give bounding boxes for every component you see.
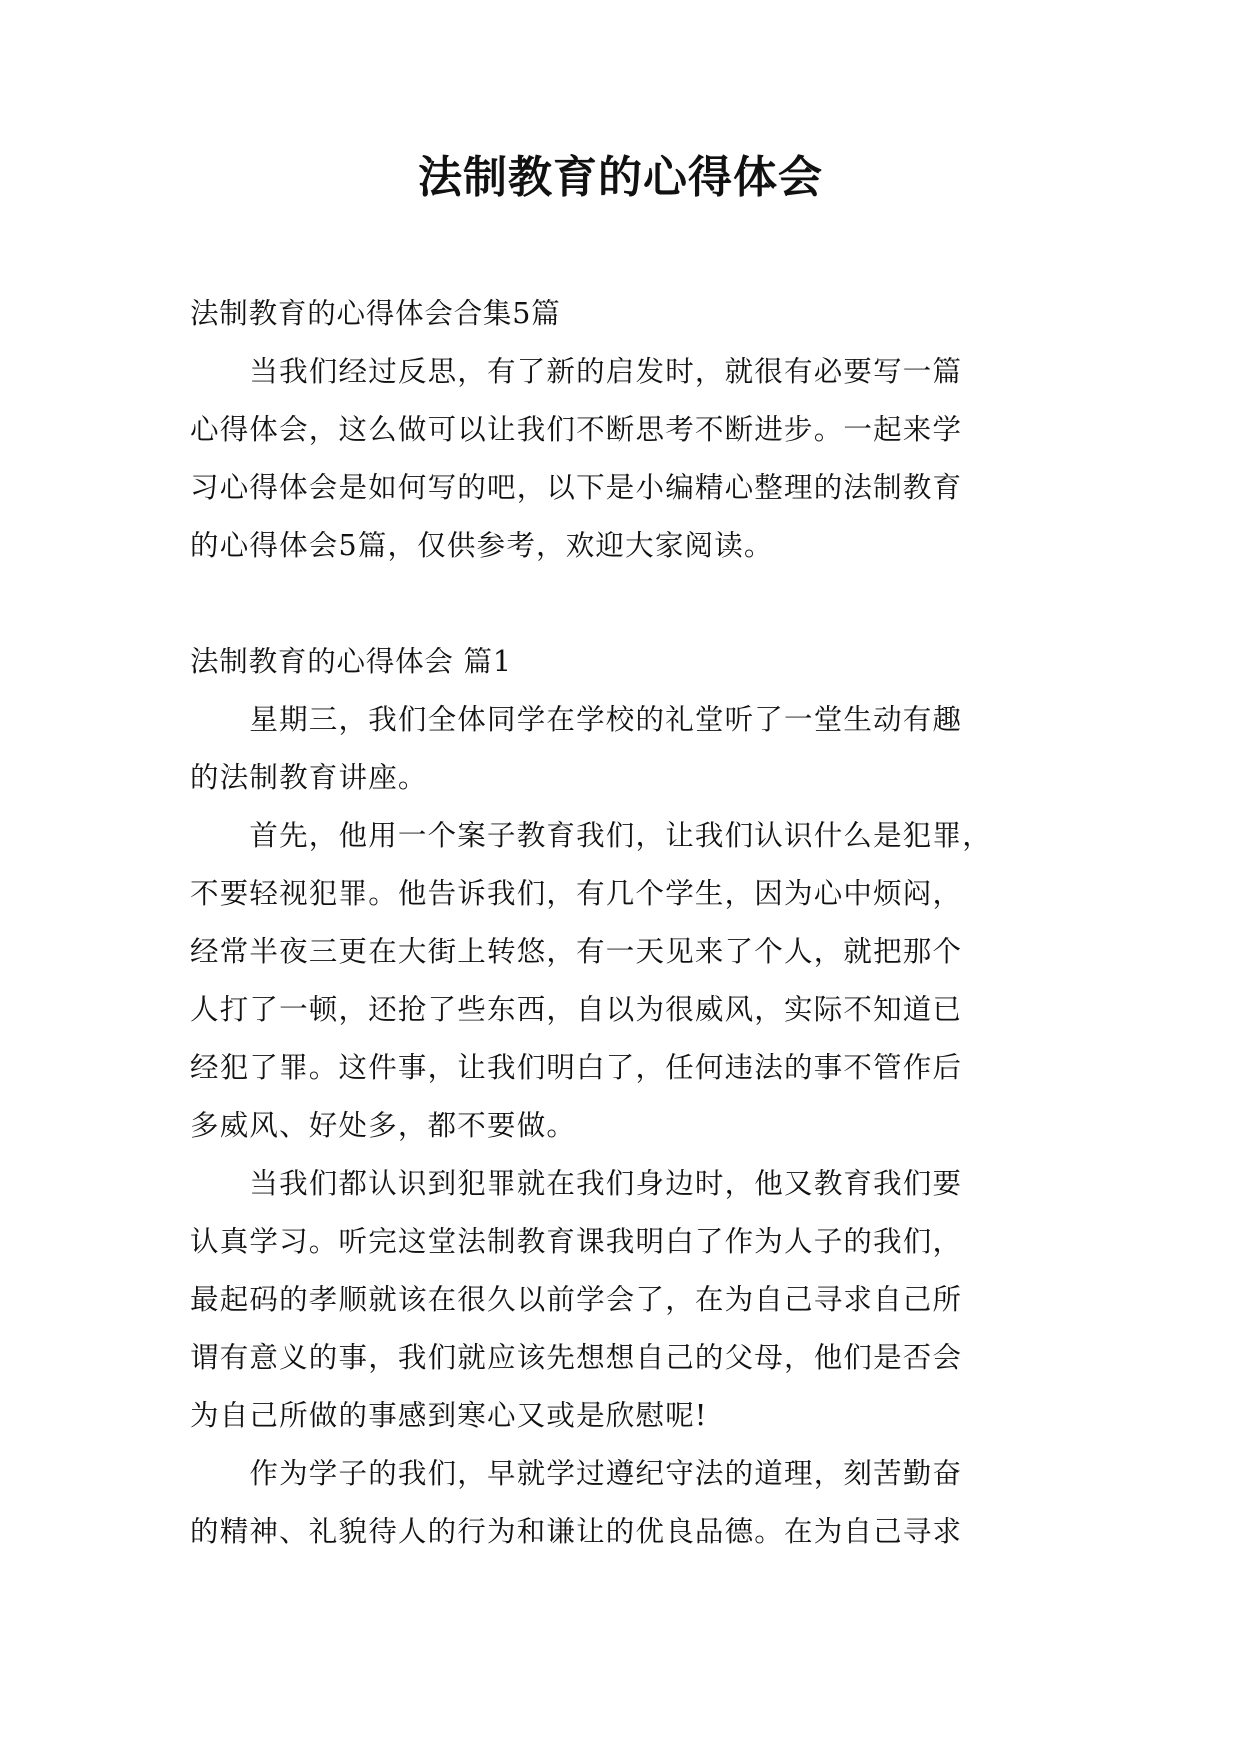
page-title: 法制教育的心得体会 [418, 152, 823, 203]
section-line-13: 为自己所做的事感到寒心又或是欣慰呢! [190, 1399, 708, 1432]
paragraph-spacer [190, 575, 1050, 633]
section-line-1: 星期三，我们全体同学在学校的礼堂听了一堂生动有趣 [190, 703, 963, 736]
section-line-9: 当我们都认识到犯罪就在我们身边时，他又教育我们要 [190, 1167, 963, 1200]
section-line-7: 经犯了罪。这件事，让我们明白了，任何违法的事不管作后 [190, 1051, 963, 1084]
section-line-2: 的法制教育讲座。 [190, 761, 428, 794]
section-line-3: 首先，他用一个案子教育我们，让我们认识什么是犯罪， [190, 819, 992, 852]
section-line-15: 的精神、礼貌待人的行为和谦让的优良品德。在为自己寻求 [190, 1515, 963, 1548]
collection-heading: 法制教育的心得体会合集5篇 [190, 297, 561, 330]
document-body [190, 285, 1050, 1561]
section-line-8: 多威风、好处多，都不要做。 [190, 1109, 577, 1142]
intro-line-1: 当我们经过反思，有了新的启发时，就很有必要写一篇 [190, 355, 963, 388]
intro-line-4: 的心得体会5篇，仅供参考，欢迎大家阅读。 [190, 529, 774, 562]
intro-line-3: 习心得体会是如何写的吧，以下是小编精心整理的法制教育 [190, 471, 963, 504]
section-heading: 法制教育的心得体会 篇1 [190, 645, 512, 678]
section-line-4: 不要轻视犯罪。他告诉我们，有几个学生，因为心中烦闷， [190, 877, 963, 910]
section-line-14: 作为学子的我们，早就学过遵纪守法的道理，刻苦勤奋 [190, 1457, 963, 1490]
section-line-10: 认真学习。听完这堂法制教育课我明白了作为人子的我们， [190, 1225, 963, 1258]
section-line-6: 人打了一顿，还抢了些东西，自以为很威风，实际不知道已 [190, 993, 963, 1026]
section-line-12: 谓有意义的事，我们就应该先想想自己的父母，他们是否会 [190, 1341, 963, 1374]
section-line-11: 最起码的孝顺就该在很久以前学会了，在为自己寻求自己所 [190, 1283, 963, 1316]
section-line-5: 经常半夜三更在大街上转悠，有一天见来了个人，就把那个 [190, 935, 963, 968]
intro-line-2: 心得体会，这么做可以让我们不断思考不断进步。一起来学 [190, 413, 963, 446]
